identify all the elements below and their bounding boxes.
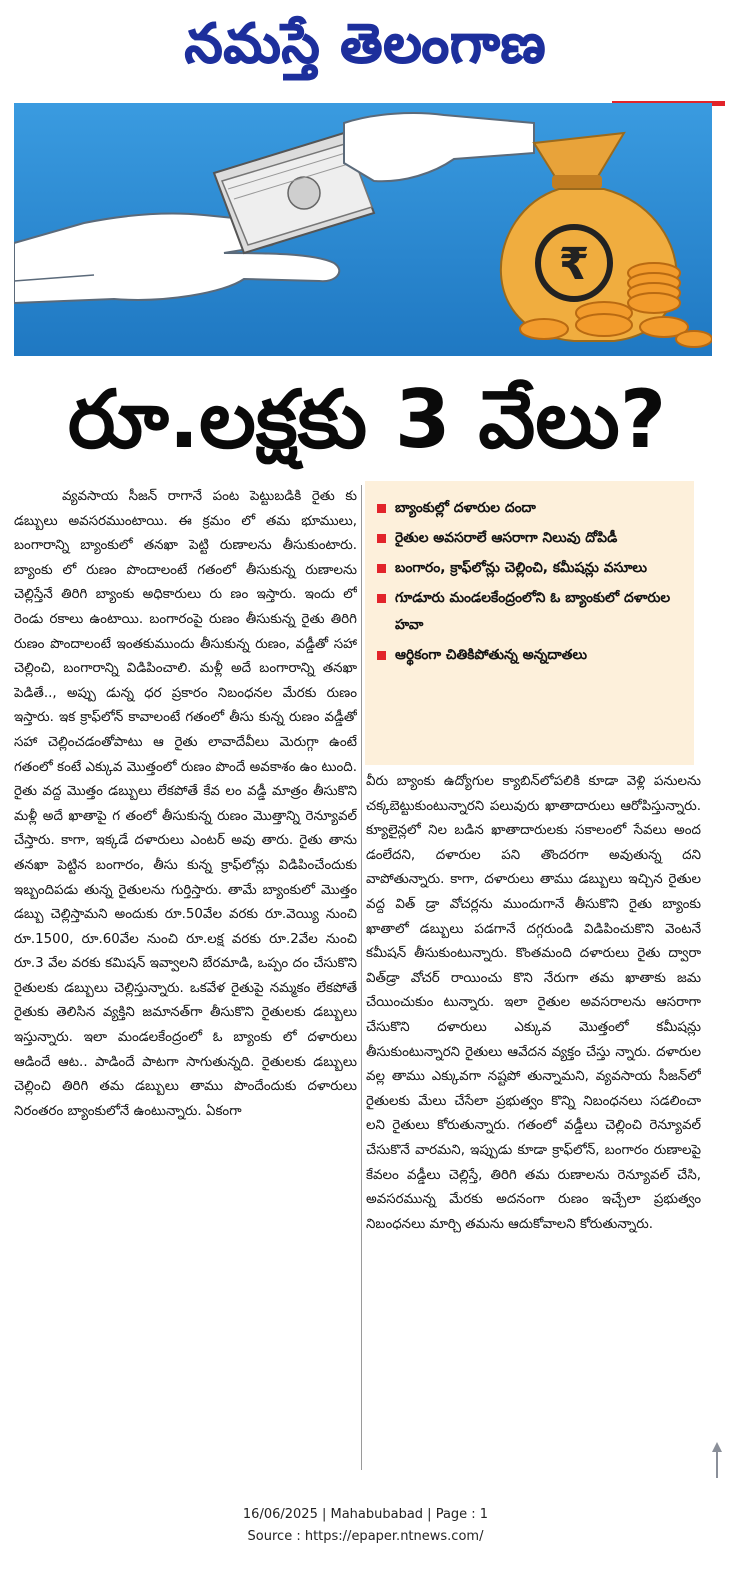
highlights-box bbox=[365, 481, 694, 765]
highlights-list bbox=[365, 481, 694, 669]
bullet-square-icon bbox=[377, 651, 386, 660]
article-left-column bbox=[14, 485, 357, 1475]
highlight-item: బ్యాంకుల్లో దళారుల దందా bbox=[377, 495, 684, 522]
footer-edition-info: 16/06/2025 | Mahabubabad | Page : 1 bbox=[242, 1507, 489, 1522]
hero-illustration bbox=[14, 103, 712, 356]
scroll-up-arrow-icon[interactable] bbox=[710, 1440, 724, 1480]
headline: రూ.లక్షకు 3 వేలు? bbox=[67, 373, 667, 466]
highlight-item: రైతుల అవసరాలే ఆసరాగా నిలువు దోపిడీ bbox=[377, 525, 684, 552]
page-footer bbox=[0, 1480, 731, 1581]
bullet-square-icon bbox=[377, 534, 386, 543]
masthead bbox=[0, 0, 731, 96]
column-divider bbox=[361, 485, 362, 1470]
bullet-square-icon bbox=[377, 564, 386, 573]
bullet-square-icon bbox=[377, 504, 386, 513]
article-right-column bbox=[366, 770, 701, 1475]
article-paragraph-left: వ్యవసాయ సీజన్ రాగానే పంట పెట్టుబడికి రైతు కు డబ్బులు అవసరముంటాయి. ఈ క్రమం లో తమ భూములు, బంగారాన్ని బ్యాంకులో తనఖా పెట్టి రుణాలను తీసుకుంటారు. బ్యాంకు లో రుణం పొందాలంటే గతంలో తీసుకున్న రుణాలను చెల్లిస్తేనే తిరిగి బ్యాంకు అధికారులు రు ణం ఇస్తారు. ఇందు లో రెండు రకాలు ఉంటాయి. బంగారంపై రుణం తీసుకున్న రైతు తిరిగి రుణం పొందాలంటే ఇంతకుముందు తీసుకున్న రుణం, వడ్డీతో సహా చెల్లించి, బంగారాన్ని విడిపించాలి. మళ్లీ అదే బంగారాన్ని తనఖా పెడితే.., అప్పు డున్న ధర ప్రకారం నిబంధనల మేరకు రుణం ఇస్తారు. ఇక క్రాఫ్‌లోన్ కావాలంటే గతంలో తీసు కున్న రుణం వడ్డీతో సహా చెల్లించడంతోపాటు ఆ రైతు లావాదేవీలు మెరుగ్గా ఉంటే గతంలో కంటే ఎక్కువ మొత్తంలో రుణం పొందే అవకాశం ఉం టుంది. రైతు వద్ద మొత్తం డబ్బులు లేకపోతే కేవ లం వడ్డీ మాత్రం తీసుకొని మళ్లీ అదే ఖాతాపై గ తంలో తీసుకున్న రుణం మొత్తాన్ని రెన్యూవల్ చేస్తారు. కాగా, ఇక్కడే దళారులు ఎంటర్ అవు తారు. రైతు తాను తనఖా పెట్టిన బంగారం, తీసు కున్న క్రాఫ్‌లోన్లు విడిపించేందుకు ఇబ్బందిపడు తున్న రైతులను గుర్తిస్తారు. తామే బ్యాంకులో మొత్తం డబ్బు చెల్లిస్తామని అందుకు రూ.50వేల వరకు రూ.వెయ్యి నుంచి రూ.1500, రూ.60వేల నుంచి రూ.లక్ష వరకు రూ.2వేల నుంచి రూ.3 వేల వరకు కమిషన్ ఇవ్వాలని బేరమాడి, ఒప్పం దం చేసుకొని రైతులకు డబ్బులు చెల్లిస్తున్నారు. ఒకవేళ రైతుపై నమ్మకం లేకపోతే రైతుకు తెలిసిన వ్యక్తిని జమానత్‌గా తీసుకొని రైతులకు డబ్బులు ఇస్తున్నారు. ఇలా మండలకేంద్రంలో ఓ బ్యాంకు లో దళారులు ఆడిందే ఆట.. పాడిందే పాటగా సాగుతున్నది. రైతులకు డబ్బులు చెల్లించి తిరిగి తమ డబ్బులు తాము పొందేందుకు దళారులు నిరంతరం బ్యాంకులోనే ఉంటున్నారు. ఏకంగా bbox=[14, 489, 357, 1119]
bullet-square-icon bbox=[377, 594, 386, 603]
footer-source: Source : https://epaper.ntnews.com/ bbox=[247, 1529, 484, 1544]
highlight-item: ఆర్థికంగా చితికిపోతున్న అన్నదాతలు bbox=[377, 642, 684, 669]
highlight-item: బంగారం, క్రాఫ్‌లోన్లు చెల్లించి, కమీషన్లు వసూలు bbox=[377, 555, 684, 582]
highlight-item: గూడూరు మండలకేంద్రంలోని ఓ బ్యాంకులో దళారుల హవా bbox=[377, 585, 684, 639]
masthead-title: నమస్తే తెలంగాణ bbox=[184, 12, 547, 75]
article-paragraph-right: వీరు బ్యాంకు ఉద్యోగుల క్యాబిన్‌లోపలికి కూడా వెళ్లి పనులను చక్కబెట్టుకుంటున్నారని పలువురు ఖాతాదారులు ఆరోపిస్తున్నారు. క్యూలైన్లలో నిల బడిన ఖాతాదారులకు సకాలంలో సేవలు అంద డంలేదని, దళారుల పని తొందరగా అవుతున్న దని వాపోతున్నారు. కాగా, దళారులు తాము డబ్బులు ఇచ్చిన రైతుల వద్ద విత్ డ్రా వోచర్లను ముందుగానే తీసుకొని రైతు బ్యాంకు ఖాతాలో డబ్బులు పడగానే దగ్గరుండి విడిపించుకొని వెంటనే కమీషన్ తీసుకుంటున్నారు. కొంతమంది దళారులు రైతు ద్వారా విత్‌డ్రా వోచర్ రాయించు కొని నేరుగా తమ ఖాతాకు జమ చేయించుకుం టున్నారు. ఇలా రైతుల అవసరాలను ఆసరాగా చేసుకొని దళారులు ఎక్కువ మొత్తంలో కమీషన్లు తీసుకుంటున్నారని రైతులు ఆవేదన వ్యక్తం చేస్తు న్నారు. దళారుల వల్ల తాము ఎక్కువగా నష్టపో తున్నామని, వ్యవసాయ సీజన్‌లో రైతులకు మేలు చేసేలా ప్రభుత్వం కొన్ని నిబంధనలు సడలించా లని రైతులు కోరుతున్నారు. గతంలో వడ్డీలు చెల్లించి రెన్యూవల్ చేసుకొనే వారమని, ఇప్పుడు కూడా క్రాఫ్‌లోన్, బంగారం రుణాలపై కేవలం వడ్డీలు చెల్లిస్తే, తిరిగి తమ రుణాలను రెన్యూవల్ చేసి, అవసరమున్న మేరకు అదనంగా రుణం ఇచ్చేలా ప్రభుత్వం నిబంధనలు మార్చి తమను ఆదుకోవాలని కోరుతున్నారు. bbox=[366, 774, 701, 1232]
svg-text:₹: ₹ bbox=[558, 239, 590, 290]
money-handover-illustration bbox=[14, 103, 712, 356]
